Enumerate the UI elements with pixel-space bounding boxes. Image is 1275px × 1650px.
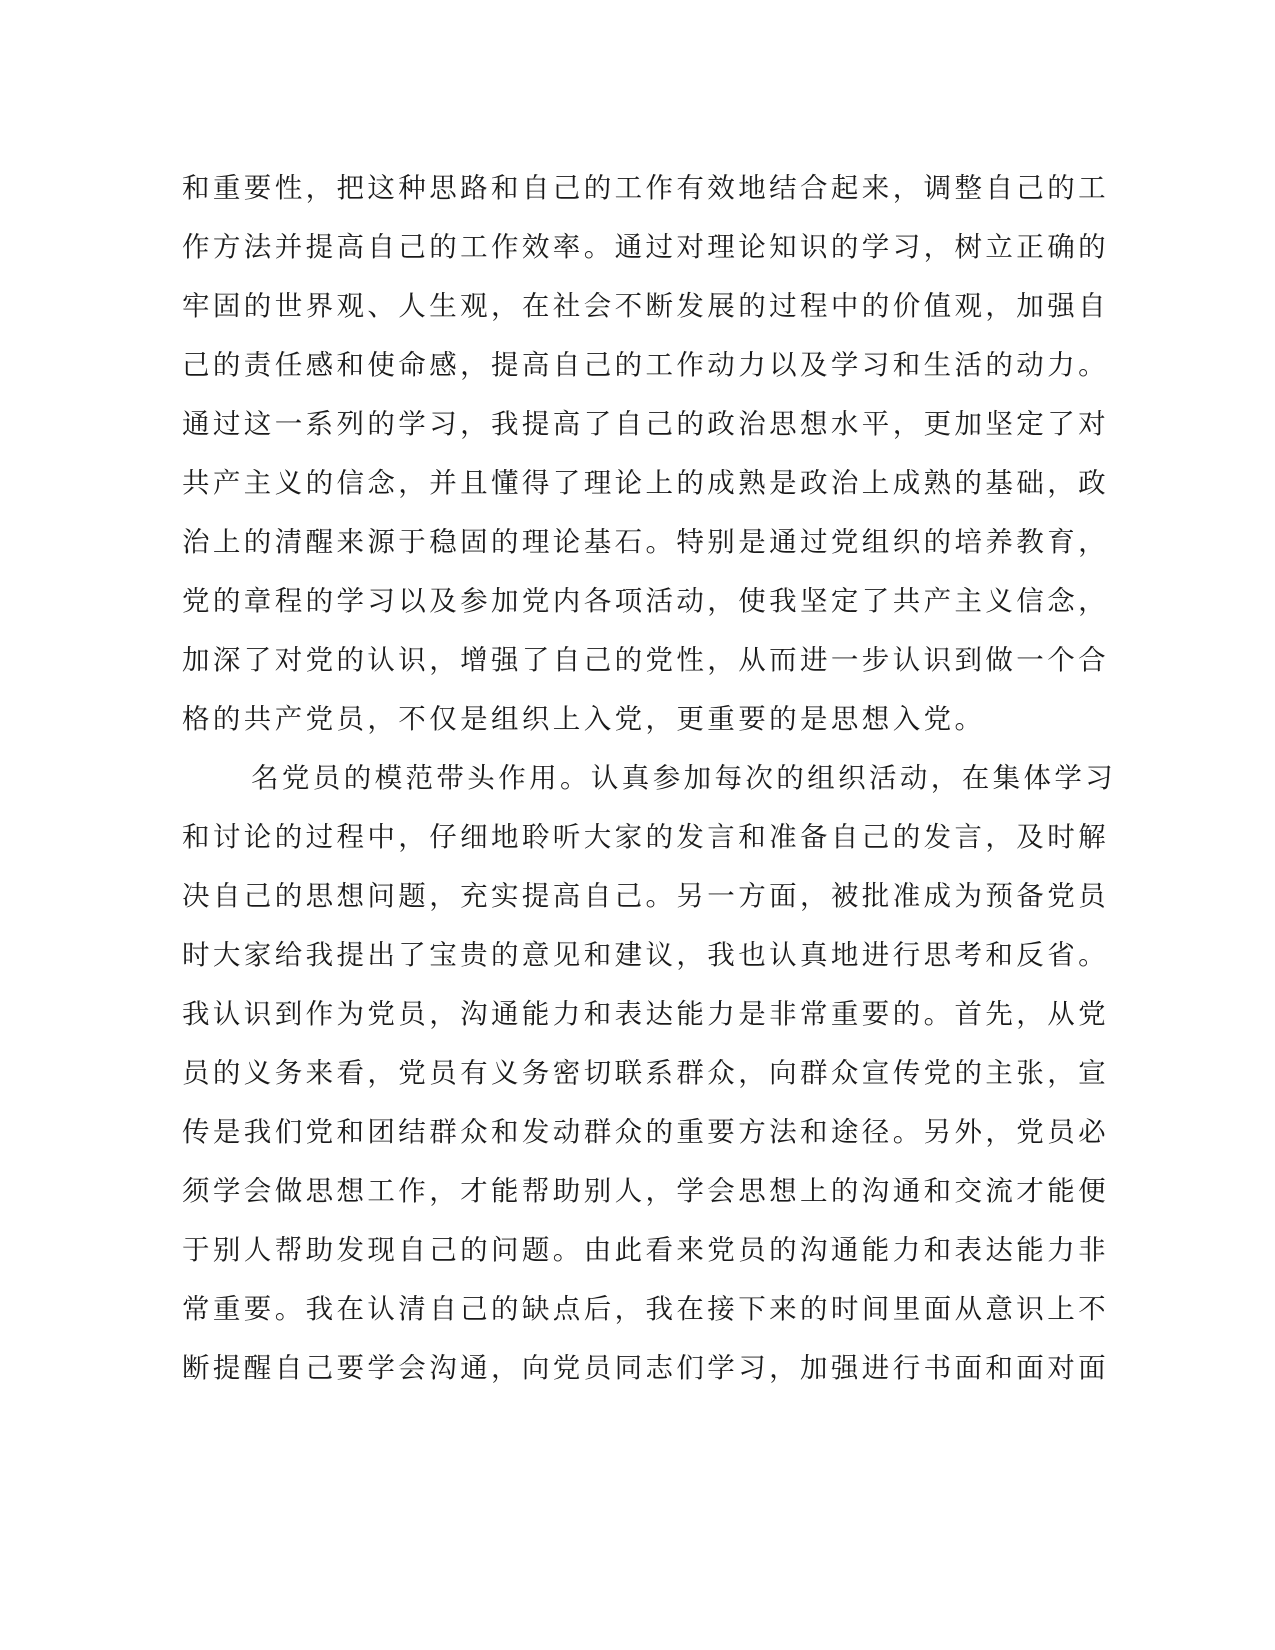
text-line: 和重要性，把这种思路和自己的工作有效地结合起来，调整自己的工 [182, 172, 1109, 204]
text-line: 时大家给我提出了宝贵的意见和建议，我也认真地进行思考和反省。 [182, 939, 1109, 971]
text-line: 加深了对党的认识，增强了自己的党性，从而进一步认识到做一个合 [182, 644, 1109, 676]
paragraph-start-line: 名党员的模范带头作用。认真参加每次的组织活动，在集体学习 [251, 762, 1117, 794]
text-line: 作方法并提高自己的工作效率。通过对理论知识的学习，树立正确的 [182, 231, 1109, 263]
text-line: 于别人帮助发现自己的问题。由此看来党员的沟通能力和表达能力非 [182, 1234, 1109, 1266]
text-line: 须学会做思想工作，才能帮助别人，学会思想上的沟通和交流才能便 [182, 1175, 1109, 1207]
text-line: 治上的清醒来源于稳固的理论基石。特别是通过党组织的培养教育， [182, 526, 1109, 558]
text-line: 断提醒自己要学会沟通，向党员同志们学习，加强进行书面和面对面 [182, 1352, 1109, 1384]
text-line: 己的责任感和使命感，提高自己的工作动力以及学习和生活的动力。 [182, 349, 1109, 381]
text-line: 通过这一系列的学习，我提高了自己的政治思想水平，更加坚定了对 [182, 408, 1109, 440]
text-line: 传是我们党和团结群众和发动群众的重要方法和途径。另外，党员必 [182, 1116, 1109, 1148]
text-line: 我认识到作为党员，沟通能力和表达能力是非常重要的。首先，从党 [182, 998, 1109, 1030]
text-line: 和讨论的过程中，仔细地聆听大家的发言和准备自己的发言，及时解 [182, 821, 1109, 853]
text-line: 共产主义的信念，并且懂得了理论上的成熟是政治上成熟的基础，政 [182, 467, 1109, 499]
text-line: 常重要。我在认清自己的缺点后，我在接下来的时间里面从意识上不 [182, 1293, 1109, 1325]
body-text [182, 159, 1117, 1398]
text-line: 格的共产党员，不仅是组织上入党，更重要的是思想入党。 [182, 703, 986, 735]
text-line: 牢固的世界观、人生观，在社会不断发展的过程中的价值观，加强自 [182, 290, 1109, 322]
text-line: 党的章程的学习以及参加党内各项活动，使我坚定了共产主义信念， [182, 585, 1109, 617]
text-line: 决自己的思想问题，充实提高自己。另一方面，被批准成为预备党员 [182, 880, 1109, 912]
text-line: 员的义务来看，党员有义务密切联系群众，向群众宣传党的主张，宣 [182, 1057, 1109, 1089]
